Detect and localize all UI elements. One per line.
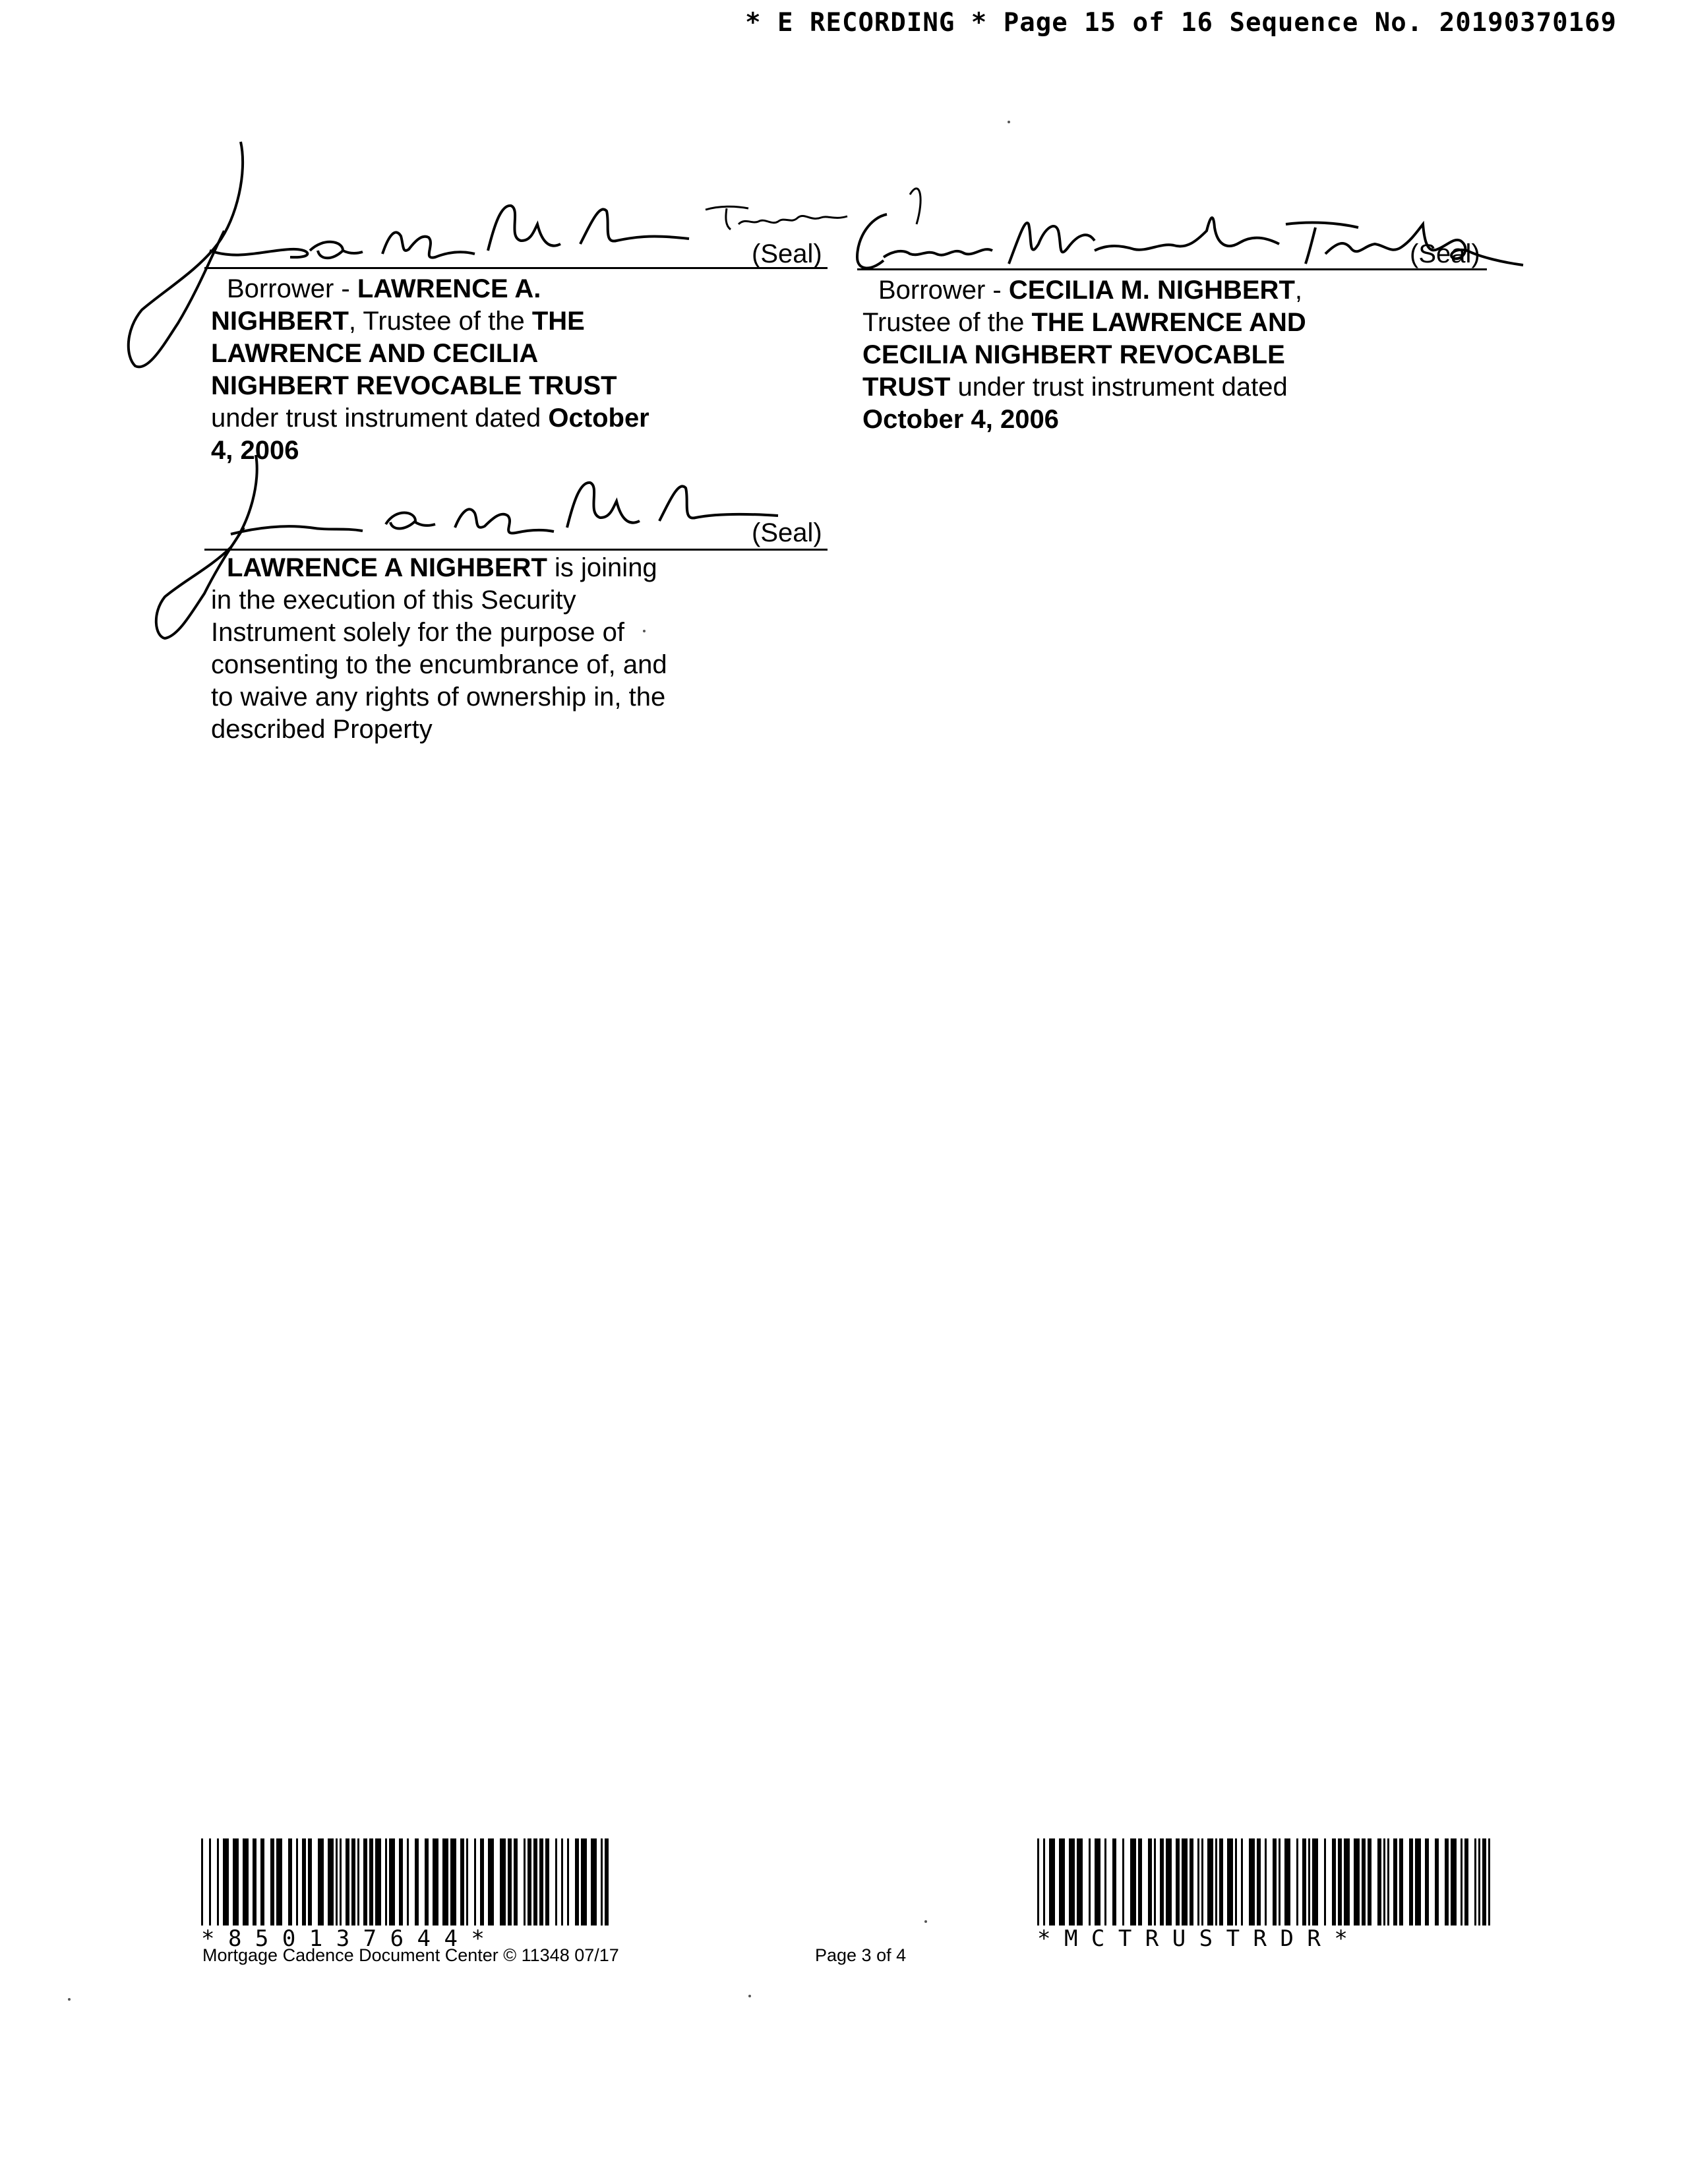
lawrence-individual-caption [211, 552, 673, 746]
barcode-gap [494, 1838, 500, 1926]
lawrence-trustee-mid: , Trustee of the [348, 307, 532, 336]
barcode-gap [1429, 1838, 1435, 1926]
barcode-bar [328, 1838, 334, 1926]
cecilia-trustee-prefix: Borrower - [878, 276, 1009, 305]
barcode-right-bars [1037, 1838, 1492, 1926]
barcode-bar [1095, 1838, 1100, 1926]
barcode-bar [1451, 1838, 1457, 1926]
barcode-left-bars [201, 1838, 613, 1926]
barcode-bar [375, 1838, 381, 1926]
barcode-bar [1312, 1838, 1318, 1926]
barcode-bar [389, 1838, 395, 1926]
barcode-gap [549, 1838, 555, 1926]
lawrence-individual-signature-line [204, 549, 828, 551]
barcode-bar [433, 1838, 438, 1926]
barcode-gap [1083, 1838, 1089, 1926]
scan-speck [924, 1920, 927, 1923]
lawrence-trustee-date: October 4, 2006 [211, 404, 649, 465]
barcode-bar [1049, 1838, 1055, 1926]
e-recording-header: * E RECORDING * Page 15 of 16 Sequence No. 20190370169 [745, 8, 1617, 38]
lawrence-trustee-prefix: Borrower - [227, 274, 357, 303]
barcode-bar [1166, 1838, 1172, 1926]
barcode-bar [276, 1838, 282, 1926]
barcode-gap [518, 1838, 524, 1926]
cecilia-trustee-seal: (Seal) [1410, 239, 1480, 268]
barcode-gap [1267, 1838, 1273, 1926]
lawrence-trustee-dated: under trust instrument dated [211, 404, 549, 433]
barcode-gap [1490, 1838, 1492, 1926]
barcode-left-text: * 8 5 0 1 3 7 6 4 4 * [201, 1926, 485, 1952]
barcode-bar [223, 1838, 229, 1926]
barcode-bar [1415, 1838, 1421, 1926]
barcode-gap [1290, 1838, 1296, 1926]
barcode-gap [1439, 1838, 1445, 1926]
scan-speck [1008, 121, 1010, 123]
lawrence-individual-text: is joining in the execution of this Security Instrument solely for the purpose of consenting to the encumbrance of, and to waive any rights of ownership in, the described Property [211, 553, 667, 744]
lawrence-trustee-trust: THE LAWRENCE AND CECILIA NIGHBERT REVOCABLE TRUST [211, 307, 617, 400]
cecilia-trustee-dated: under trust instrument dated [950, 373, 1288, 402]
barcode-gap [569, 1838, 575, 1926]
barcode-gap [419, 1838, 425, 1926]
barcode-gap [1142, 1838, 1148, 1926]
barcode-bar [1344, 1838, 1350, 1926]
barcode-gap [1106, 1838, 1112, 1926]
barcode-gap [1116, 1838, 1122, 1926]
barcode-gap [1326, 1838, 1332, 1926]
barcode-bar [318, 1838, 324, 1926]
barcode-gap [609, 1838, 613, 1926]
company-footer: Mortgage Cadence Document Center © 11348 07/17 [202, 1945, 619, 1965]
barcode-bar [1227, 1838, 1233, 1926]
lawrence-trustee-name: LAWRENCE A. NIGHBERT [211, 274, 541, 336]
barcode-gap [468, 1838, 474, 1926]
barcode-bar [1354, 1838, 1360, 1926]
barcode-bar [442, 1838, 448, 1926]
lawrence-individual-name: LAWRENCE A NIGHBERT [227, 553, 547, 582]
scan-speck [68, 1998, 71, 2001]
lawrence-individual-seal: (Seal) [752, 518, 822, 547]
barcode-right-text: * M C T R U S T R D R * [1037, 1926, 1348, 1952]
barcode-gap [1468, 1838, 1474, 1926]
barcode-bar [1130, 1838, 1136, 1926]
scan-speck [748, 1995, 751, 1997]
barcode-gap [1124, 1838, 1130, 1926]
page-number: Page 3 of 4 [815, 1945, 907, 1965]
barcode-bar [581, 1838, 587, 1926]
barcode-bar [1284, 1838, 1290, 1926]
barcode-bar [488, 1838, 494, 1926]
cecilia-trustee-date: October 4, 2006 [862, 405, 1059, 434]
cecilia-trustee-mid: , Trustee of the [862, 276, 1302, 337]
barcode-bar [243, 1838, 249, 1926]
cecilia-trustee-name: CECILIA M. NIGHBERT [1008, 276, 1295, 305]
barcode-gap [1403, 1838, 1409, 1926]
barcode-bar [1249, 1838, 1255, 1926]
barcode-gap [1318, 1838, 1324, 1926]
barcode-gap [264, 1838, 270, 1926]
lawrence-trustee-seal: (Seal) [752, 239, 822, 268]
barcode-right [1037, 1838, 1492, 1952]
barcode-bar [1077, 1838, 1083, 1926]
barcode-gap [1372, 1838, 1377, 1926]
barcode-bar [1069, 1838, 1075, 1926]
barcode-bar [1059, 1838, 1065, 1926]
barcode-gap [312, 1838, 318, 1926]
barcode-bar [1207, 1838, 1213, 1926]
barcode-gap [1243, 1838, 1249, 1926]
barcode-gap [203, 1838, 209, 1926]
barcode-bar [591, 1838, 597, 1926]
barcode-gap [282, 1838, 288, 1926]
cecilia-trustee-trust: THE LAWRENCE AND CECILIA NIGHBERT REVOCABLE TRUST [862, 308, 1306, 402]
barcode-left [201, 1838, 613, 1952]
barcode-bar [450, 1838, 456, 1926]
barcode-gap [409, 1838, 415, 1926]
barcode-gap [211, 1838, 217, 1926]
scan-speck [643, 630, 646, 632]
barcode-bar [500, 1838, 506, 1926]
barcode-bar [1182, 1838, 1188, 1926]
barcode-bar [233, 1838, 239, 1926]
